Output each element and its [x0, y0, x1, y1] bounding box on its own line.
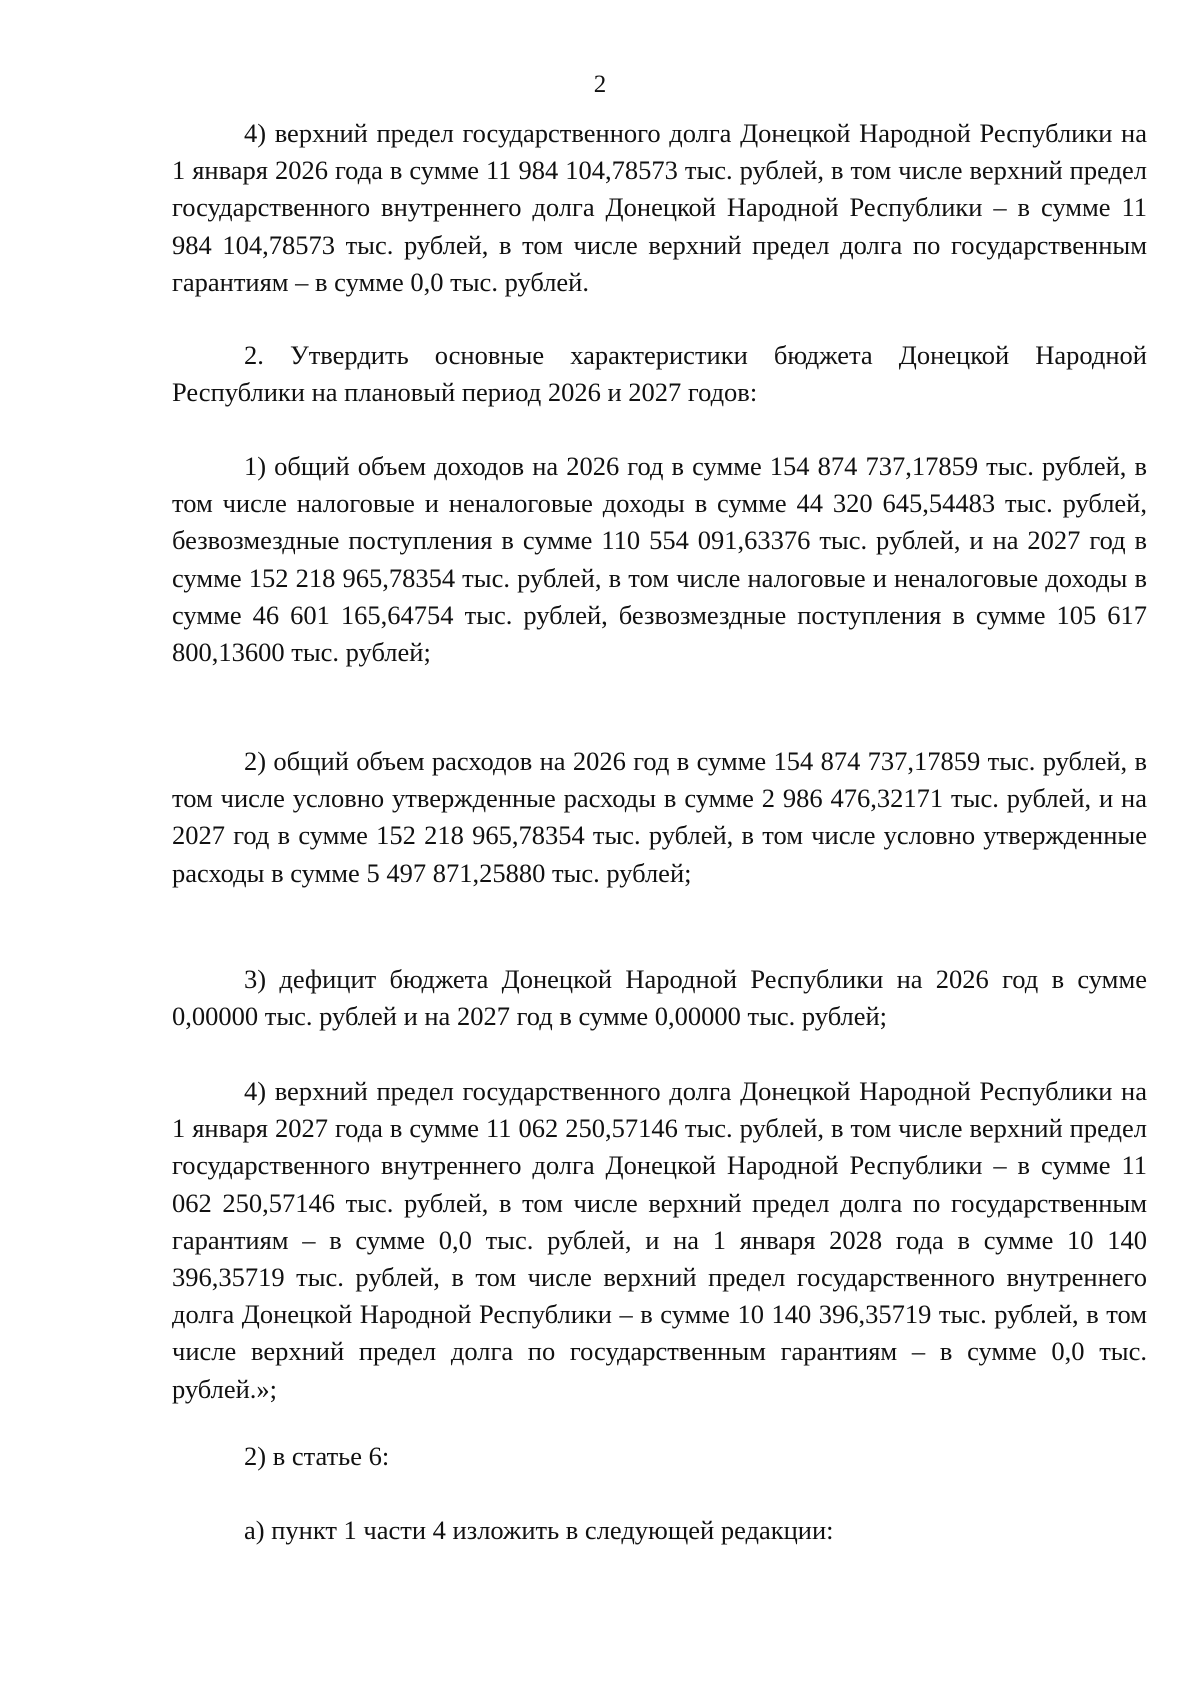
paragraph-debt-limit-2027-2028: 4) верхний предел государственного долга Донецкой Народной Республики на 1 января 2027 года в сумме 11 062 250,57146 тыс. рублей, в том числе верхний предел государственного внутреннего долга Донецкой Народной Республики – в сумме 11 062 250,57146 тыс. рублей, в том числе верхний предел долга по государственным гарантиям – в сумме 0,0 тыс. рублей, и на 1 января 2028 года в сумме 10 140 396,35719 тыс. рублей, в том числе верхний предел государственного внутреннего долга Донецкой Народной Республики – в сумме 10 140 396,35719 тыс. рублей, в том числе верхний предел долга по государственным гарантиям – в сумме 0,0 тыс. рублей.»; [172, 1076, 1147, 1404]
paragraph-clause-amendment: а) пункт 1 части 4 изложить в следующей редакции: [244, 1515, 834, 1545]
paragraph-article-6: 2) в статье 6: [244, 1441, 390, 1471]
page-number: 2 [593, 71, 607, 98]
paragraph-expenditure: 2) общий объем расходов на 2026 год в сумме 154 874 737,17859 тыс. рублей, в том числе условно утвержденные расходы в сумме 2 986 476,32171 тыс. рублей, и на 2027 год в сумме 152 218 965,78354 тыс. рублей, в том числе условно утвержденные расходы в сумме 5 497 871,25880 тыс. рублей; [172, 746, 1147, 888]
paragraph-budget-characteristics: 2. Утвердить основные характеристики бюджета Донецкой Народной Республики на плановый период 2026 и 2027 годов: [172, 340, 1147, 408]
paragraph-debt-limit-2026: 4) верхний предел государственного долга Донецкой Народной Республики на 1 января 2026 года в сумме 11 984 104,78573 тыс. рублей, в том числе верхний предел государственного внутреннего долга Донецкой Народной Республики – в сумме 11 984 104,78573 тыс. рублей, в том числе верхний предел долга по государственным гарантиям – в сумме 0,0 тыс. рублей. [172, 118, 1147, 297]
paragraph-revenue: 1) общий объем доходов на 2026 год в сумме 154 874 737,17859 тыс. рублей, в том числе налоговые и неналоговые доходы в сумме 44 320 645,54483 тыс. рублей, безвозмездные поступления в сумме 110 554 091,63376 тыс. рублей, и на 2027 год в сумме 152 218 965,78354 тыс. рублей, в том числе налоговые и неналоговые доходы в сумме 46 601 165,64754 тыс. рублей, безвозмездные поступления в сумме 105 617 800,13600 тыс. рублей; [172, 451, 1147, 668]
paragraph-deficit: 3) дефицит бюджета Донецкой Народной Республики на 2026 год в сумме 0,00000 тыс. рублей и на 2027 год в сумме 0,00000 тыс. рублей; [172, 964, 1147, 1032]
